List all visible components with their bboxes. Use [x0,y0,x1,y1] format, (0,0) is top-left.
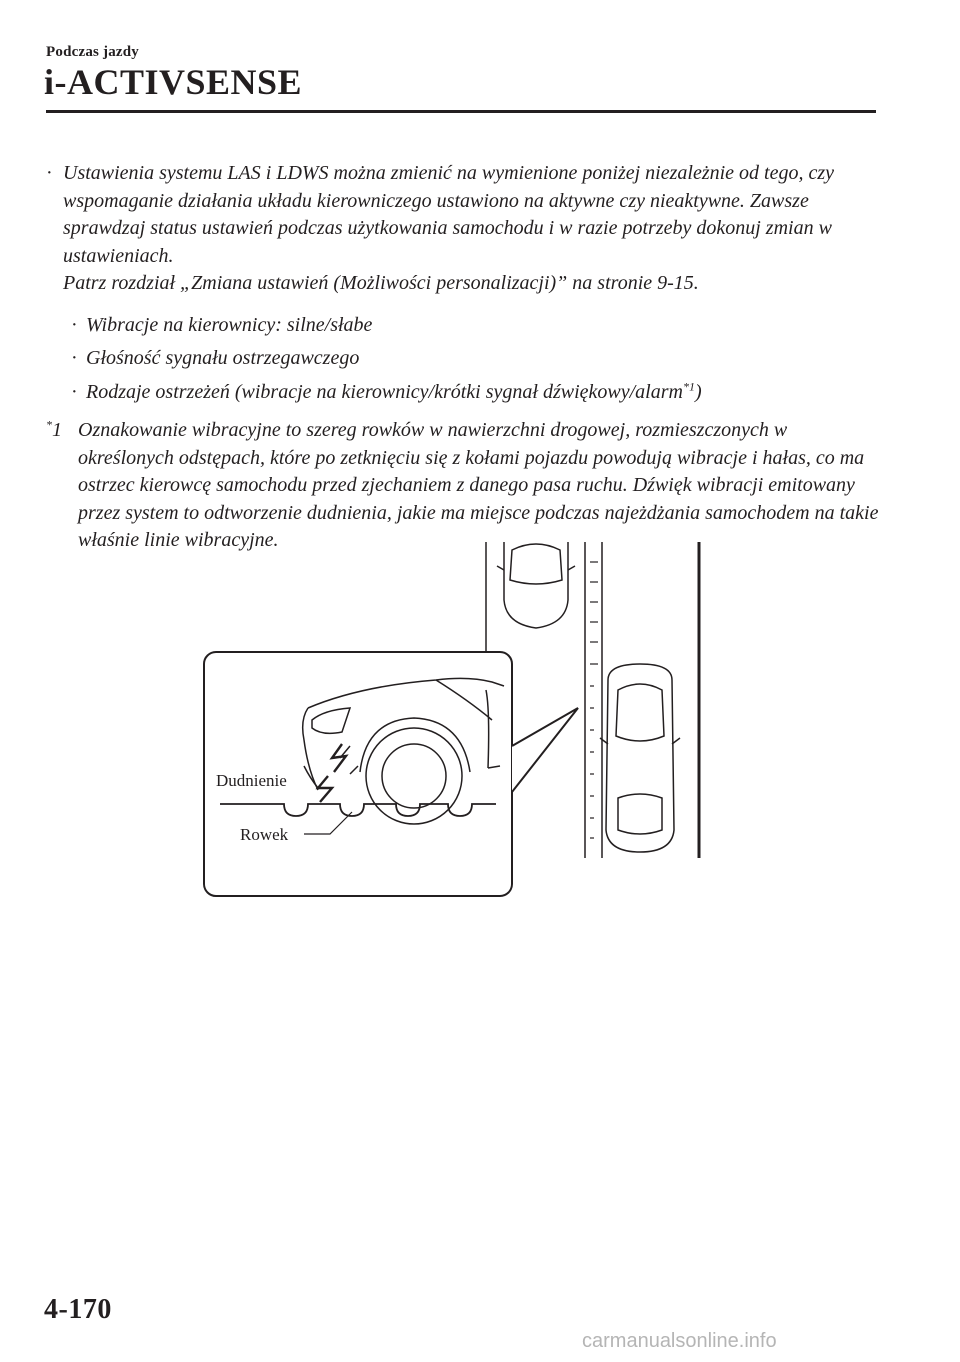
footnote-ref: *1 [682,378,695,393]
sub-bullet-text: Rodzaje ostrzeżeń (wibracje na kierownicy/krótki sygnał dźwiękowy/alarm [86,380,683,403]
footnote-text: Oznakowanie wibracyjne to szereg rowków w nawierzchni drogowej, rozmieszczonych w określonych odstępach, które po zetknięciu się z kołami pojazdu powodują wibracje i hałas, co ma ostrzec kierowcę samochodu przed zjechaniem z danego pasa ruchu. Dźwięk wibracji emitowany przez system to odtworzenie dudnienia, jakie ma miejsce podczas najeżdżania samochodem na takie właśnie linie wibracyjne. [78,419,879,551]
main-bullet [46,160,886,298]
sub-bullet-text: Wibracje na kierownicy: silne/słabe [86,313,373,336]
rumble-strip-illustration [200,540,720,900]
bullet-dot: · [71,347,78,369]
rumble-strip-ticks [590,562,598,838]
label-rumble: Dudnienie [216,771,287,790]
main-bullet-text: Ustawienia systemu LAS i LDWS można zmienić na wymienione poniżej niezależnie od tego, czy wspomaganie działania układu kierowniczego ustawiono na aktywne czy nieaktywne. Zawsze sprawdzaj status ustawień podczas użytkowania samochodu i w razie potrzeby dokonuj zmian w ustawieniach. [63,162,835,267]
label-groove: Rowek [240,825,289,844]
bullet-dot: · [71,380,78,403]
vibration-mark [318,776,332,802]
sub-bullet [46,345,886,373]
bullet-dot: · [71,313,78,336]
footnote [46,417,886,555]
page-title: i-ACTIVSENSE [44,62,303,102]
grooved-road-surface [220,804,496,816]
section-name: Podczas jazdy [46,44,140,60]
car-top-view-upper [497,542,575,628]
page-number: 4-170 [44,1294,112,1325]
sub-bullet-text: Głośność sygnału ostrzegawczego [86,347,360,369]
car-front-side-view [303,678,504,824]
sub-bullet [46,312,886,340]
watermark: carmanualsonline.info [582,1330,777,1352]
sub-bullet [46,379,886,407]
car-top-view-lower [600,664,680,852]
title-rule [46,110,876,113]
footnote-mark: *1 [46,417,62,441]
reference-text: Patrz rozdział „Zmiana ustawień (Możliwości personalizacji)” na stronie 9-15. [63,272,699,294]
bullet-dot: · [46,162,53,184]
sub-bullet-tail: ) [694,380,702,403]
vibration-mark [332,744,346,772]
callout-pointer [512,708,578,792]
body-text [46,160,886,555]
